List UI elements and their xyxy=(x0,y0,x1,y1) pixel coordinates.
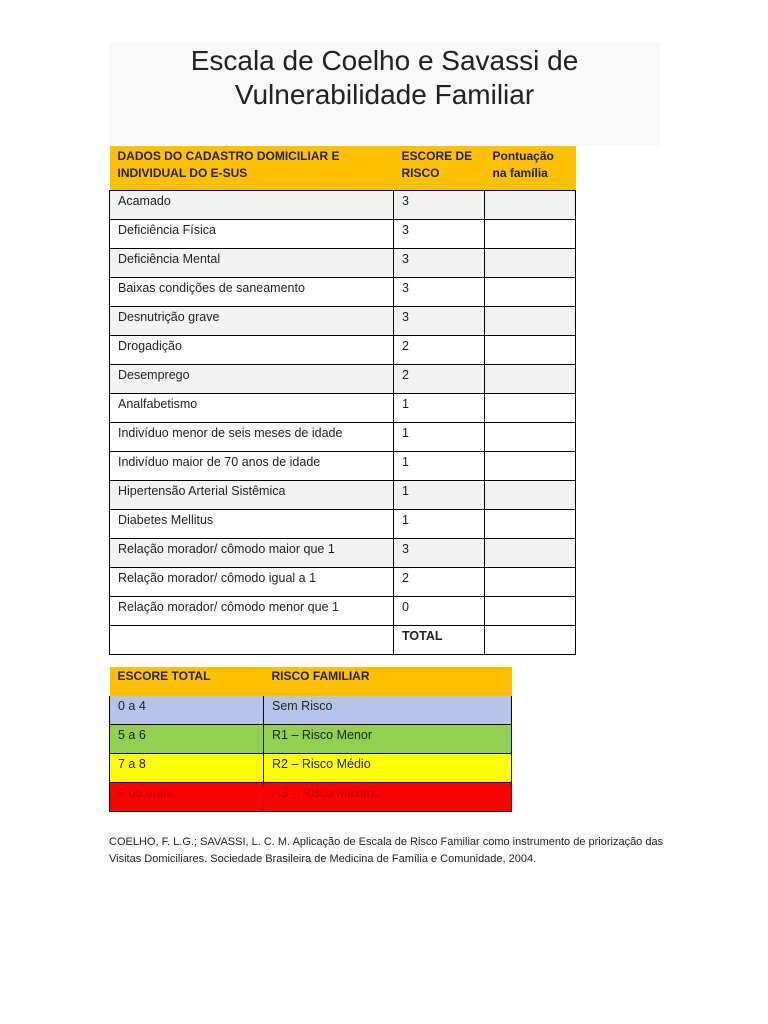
title-line-2: Vulnerabilidade Familiar xyxy=(234,79,535,110)
table-row xyxy=(110,510,576,539)
family-points-cell xyxy=(485,220,576,249)
total-row xyxy=(110,626,576,655)
score-cell: 2 xyxy=(394,568,485,597)
criteria-cell: Desemprego xyxy=(110,365,394,394)
risk-range-cell: 7 a 8 xyxy=(110,754,264,783)
score-table-header xyxy=(110,146,576,191)
family-points-cell xyxy=(485,423,576,452)
risk-table-header xyxy=(110,667,512,696)
table-row xyxy=(110,365,576,394)
risk-level-cell: R3 – Risco Máximo xyxy=(264,783,512,812)
criteria-cell: Relação morador/ cômodo menor que 1 xyxy=(110,597,394,626)
risk-level-cell: Sem Risco xyxy=(264,696,512,725)
total-value-cell xyxy=(485,626,576,655)
score-cell: 3 xyxy=(394,220,485,249)
score-cell: 3 xyxy=(394,249,485,278)
risk-row xyxy=(110,783,512,812)
criteria-cell: Relação morador/ cômodo igual a 1 xyxy=(110,568,394,597)
table-row xyxy=(110,568,576,597)
risk-score-table xyxy=(109,146,576,655)
score-cell: 3 xyxy=(394,307,485,336)
score-cell: 1 xyxy=(394,452,485,481)
table-row xyxy=(110,336,576,365)
criteria-cell: Baixas condições de saneamento xyxy=(110,278,394,307)
family-points-cell xyxy=(485,191,576,220)
family-points-cell xyxy=(485,394,576,423)
table-row xyxy=(110,220,576,249)
risk-range-cell: 9 ou mais xyxy=(110,783,264,812)
score-cell: 3 xyxy=(394,278,485,307)
table-row xyxy=(110,481,576,510)
family-points-cell xyxy=(485,278,576,307)
family-points-cell xyxy=(485,539,576,568)
criteria-cell: Relação morador/ cômodo maior que 1 xyxy=(110,539,394,568)
score-cell: 0 xyxy=(394,597,485,626)
family-points-cell xyxy=(485,452,576,481)
citation: COELHO, F. L.G.; SAVASSI, L. C. M. Aplicação de Escala de Risco Familiar como instrumento de priorização das Visitas Domiciliares. Sociedade Brasileira de Medicina de Família e Comunidade, 2004. xyxy=(109,836,664,865)
family-points-cell xyxy=(485,336,576,365)
table-row xyxy=(110,423,576,452)
table-row xyxy=(110,539,576,568)
page-title xyxy=(109,42,660,112)
criteria-cell: Diabetes Mellitus xyxy=(110,510,394,539)
family-points-cell xyxy=(485,365,576,394)
score-cell: 1 xyxy=(394,423,485,452)
family-points-cell xyxy=(485,249,576,278)
title-box xyxy=(109,42,660,146)
family-points-cell xyxy=(485,510,576,539)
table-row xyxy=(110,394,576,423)
score-cell: 2 xyxy=(394,365,485,394)
risk-row xyxy=(110,725,512,754)
risk-level-cell: R2 – Risco Médio xyxy=(264,754,512,783)
family-points-cell xyxy=(485,568,576,597)
family-points-cell xyxy=(485,307,576,336)
title-line-1: Escala de Coelho e Savassi de xyxy=(190,45,579,76)
score-cell: 1 xyxy=(394,394,485,423)
criteria-cell: Desnutrição grave xyxy=(110,307,394,336)
total-label: TOTAL xyxy=(394,626,485,655)
risk-range-cell: 0 a 4 xyxy=(110,696,264,725)
risk-level-cell: R1 – Risco Menor xyxy=(264,725,512,754)
score-cell: 1 xyxy=(394,510,485,539)
table-row xyxy=(110,597,576,626)
score-cell: 3 xyxy=(394,539,485,568)
header-family-points: Pontuação na família xyxy=(485,146,576,191)
family-points-cell xyxy=(485,597,576,626)
score-cell: 1 xyxy=(394,481,485,510)
family-points-cell xyxy=(485,481,576,510)
table-row xyxy=(110,191,576,220)
criteria-cell: Deficiência Física xyxy=(110,220,394,249)
risk-row xyxy=(110,696,512,725)
header-criteria: DADOS DO CADASTRO DOMICILIAR E INDIVIDUAL DO E-SUS xyxy=(110,146,394,191)
header-score-total: ESCORE TOTAL xyxy=(110,667,264,696)
table-row xyxy=(110,249,576,278)
criteria-cell: Deficiência Mental xyxy=(110,249,394,278)
score-cell: 3 xyxy=(394,191,485,220)
table-row xyxy=(110,452,576,481)
criteria-cell: Hipertensão Arterial Sistêmica xyxy=(110,481,394,510)
family-risk-table xyxy=(109,667,512,812)
risk-row xyxy=(110,754,512,783)
criteria-cell: Indivíduo maior de 70 anos de idade xyxy=(110,452,394,481)
header-score: ESCORE DE RISCO xyxy=(394,146,485,191)
criteria-cell: Acamado xyxy=(110,191,394,220)
table-row xyxy=(110,307,576,336)
criteria-cell: Analfabetismo xyxy=(110,394,394,423)
table-row xyxy=(110,278,576,307)
header-family-risk: RISCO FAMILIAR xyxy=(264,667,512,696)
risk-range-cell: 5 a 6 xyxy=(110,725,264,754)
total-empty-cell xyxy=(110,626,394,655)
criteria-cell: Indivíduo menor de seis meses de idade xyxy=(110,423,394,452)
criteria-cell: Drogadição xyxy=(110,336,394,365)
score-cell: 2 xyxy=(394,336,485,365)
